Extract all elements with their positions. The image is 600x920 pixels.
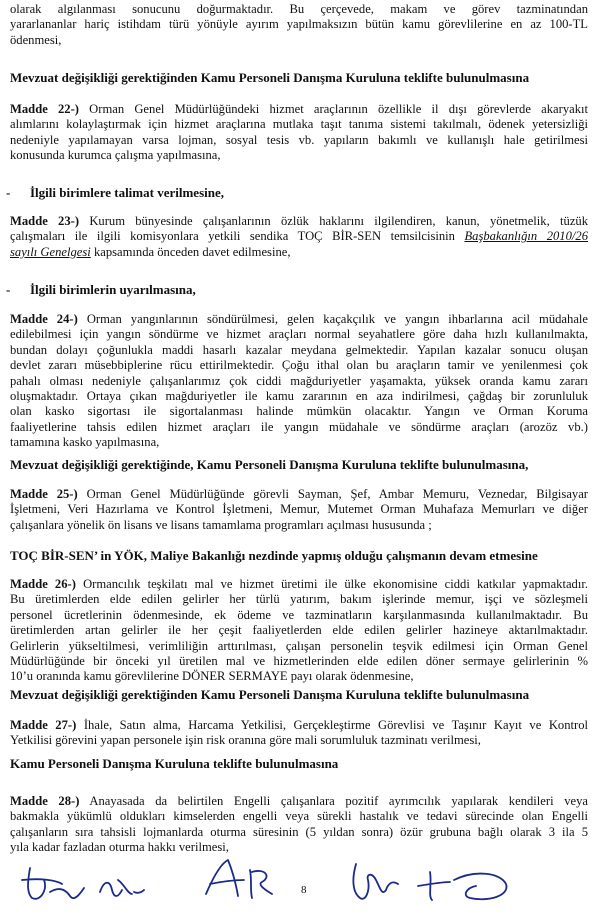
text-line: edilebilmesi için yangın söndürme ve hizmet araçları normal seyahatlere göre daha hızlı kullanılmakta, [10, 327, 588, 342]
text-line: bundan dolayı çoğunlukla maddi hasarlı kazalar meydana gelmektedir. Yapılan kazalar sonucu oluşan [10, 342, 588, 357]
text-line: alımlarını kolaylaştırmak için hizmet araçlarına mutlaka taşıt tanıma sistemi takılmalı, ödenek yetersizliği [10, 117, 588, 132]
text-run: kapsamında önceden davet edilmesine, [90, 244, 291, 259]
text-line [10, 718, 588, 733]
text-line [10, 312, 588, 327]
text-line: oluşmaktadır. Ortaya çıkan mağduriyetler ile kamu zararının en aza indirilmesi, çağdaş bir zorunluluk [10, 389, 588, 404]
article-label: Madde 25-) [10, 487, 78, 501]
text-line: faaliyetlerine tahsis edilen hizmet araçları ile yangın müdahale ve söndürme araçları (arozöz vb.) [10, 419, 588, 434]
text-line: yararlananlar hariç istihdam türü yönüyle ayırım yapılmaksızın bütün kamu görevlilerine en az 100-TL [10, 17, 588, 32]
circular-reference: Başbakanlığın 2010/26 [464, 229, 588, 244]
text-line: ödenmesi, [10, 32, 62, 47]
text-run: Orman Genel Müdürlüğündeki hizmet araçlarının özellikle il dışı görevlerde akaryakıt [78, 102, 588, 116]
article-22 [10, 102, 588, 164]
signature-5 [418, 872, 506, 900]
text-run: Orman Genel Müdürlüğünde görevli Sayman, Şef, Ambar Memuru, Veznedar, Bilgisayar [77, 487, 589, 501]
text-line: pahalı olması nedeniyle çalışanlarımız çok ciddi mağduriyetler yaşamakta, yüksek oranda kamu zararı [10, 373, 588, 388]
text-run: Kurum bünyesinde çalışanlarının özlük haklarını ilgilendiren, kanun, yönetmelik, tüzük [79, 214, 589, 228]
article-label: Madde 24-) [10, 312, 78, 326]
section-heading: Mevzuat değişikliği gerektiğinden Kamu Personeli Danışma Kuruluna teklifte bulunulmasına [10, 687, 530, 702]
section-heading: TOÇ BİR-SEN’ in YÖK, Maliye Bakanlığı nezdinde yapmış olduğu çalışmanın devam etmesine [10, 548, 538, 563]
text-line: yıla kadar fazladan oturma hakkı verilmesi, [10, 840, 229, 855]
article-23 [10, 214, 588, 260]
text-line: personel ücretlerinin ödenmesinde, ek ödeme ve tazminatların karşılanmasında kullanılmaktadır. Bu [10, 607, 588, 622]
directive-heading: İlgili birimlere talimat verilmesine, [30, 185, 224, 200]
text-line: devlet zararı müsebbiplerine rücu ettirilmektedir. Çoğu ithal olan bu araçların tamir ve yenilenmesi çok [10, 358, 588, 373]
text-line: üretimlerden artan gelirler ile her çeşit faaliyetlerden elde edilen gelirler hazineye aktarılmaktadır. [10, 623, 588, 638]
article-label: Madde 23-) [10, 214, 80, 228]
article-25 [10, 487, 588, 533]
text-line: Bu üretimlerden elde edilen gelirler her türlü yatırım, bakım işlerinde memur, işçi ve sözleşmeli [10, 592, 588, 607]
text-line: Gelirlerin yükseltilmesi, verimliliğin arttırılması, çalışan personelin teşvik edilmesi için Orman Genel [10, 638, 588, 653]
section-heading: Mevzuat değişikliği gerektiğinden Kamu Personeli Danışma Kuruluna teklifte bulunulmasına [10, 70, 530, 85]
signature-1 [22, 868, 84, 899]
intro-paragraph [10, 2, 588, 48]
article-24 [10, 312, 588, 451]
text-line: olarak algılanması sonucunu doğurmaktadır. Bu çerçevede, makam ve görev tazminatından [10, 2, 588, 16]
text-line: Müdürlüğünde bir önceki yıl üretilen mal ve hizmetlerinden elde edilen döner sermaye gelirlerinin % [10, 654, 588, 669]
text-line [10, 102, 588, 117]
article-label: Madde 28-) [10, 794, 80, 808]
text-line: tamamına kasko yapılmasına, [10, 435, 160, 450]
article-label: Madde 26-) [10, 577, 76, 591]
signatures [0, 850, 600, 920]
circular-reference: sayılı Genelgesi [10, 244, 91, 259]
article-label: Madde 22-) [10, 102, 79, 116]
text-run: Ormancılık teşkilatı mal ve hizmet üretimi ile ülke ekonomisine ciddi katkılar yapmaktadır. [75, 577, 589, 591]
directive-heading: İlgili birimlerin uyarılmasına, [30, 282, 196, 297]
list-dash: - [6, 282, 11, 297]
text-line: Yetkilisi görevini yapan personele işin risk oranına göre mali sorumluluk tazminatı verilmesi, [10, 733, 481, 748]
list-dash: - [6, 185, 11, 200]
section-heading: Mevzuat değişikliği gerektiğinde, Kamu Personeli Danışma Kuruluna teklifte bulunulmasına, [10, 457, 529, 472]
text-line [10, 577, 588, 592]
signature-3 [206, 860, 272, 898]
text-run: Anayasada da belirtilen Engelli çalışanlara pozitif ayrımcılık yapılarak kendileri veya [79, 794, 588, 808]
article-label: Madde 27-) [10, 718, 77, 732]
text-line [10, 794, 588, 809]
text-line: 10’u oranında kamu görevlilerine DÖNER SERMAYE payı olarak ödenmesine, [10, 669, 414, 684]
text-line [10, 487, 588, 502]
text-line [10, 245, 588, 260]
text-line: çalışanlara yönelik ön lisans ve lisans tamamlama programları açılması hususunda ; [10, 517, 432, 532]
text-line: olan kasko sigortası ile sigortalanması halinde mümkün olacaktır. Yangın ve Orman Koruma [10, 404, 588, 419]
text-line [10, 214, 588, 229]
article-26 [10, 577, 588, 685]
text-line: nedeniyle yapılamayan varsa lojman, sosyal tesis vb. yapıların bakımlı ve kullanışlı hale getirilmesi [10, 132, 588, 147]
text-run: İhale, Satın alma, Harcama Yetkilisi, Gerçekleştirme Görevlisi ve Taşınır Kayıt ve Kontrol [76, 718, 588, 732]
signature-2 [100, 880, 144, 896]
signature-4 [353, 864, 398, 899]
article-27 [10, 718, 588, 749]
article-28 [10, 794, 588, 856]
text-line [10, 229, 588, 244]
text-line: konusunda kurumca çalışma yapılmasına, [10, 148, 221, 163]
section-heading: Kamu Personeli Danışma Kuruluna teklifte bulunulmasına [10, 756, 339, 771]
text-run: çalışmaları ile ilgili komisyonlara yetkili sendika TOÇ BİR-SEN temsilcisinin [10, 229, 465, 244]
page-number: 8 [301, 884, 307, 896]
text-line: bakmakla yükümlü oldukları kimselerden engelli veya sürekli hastalık ve tedavi sürecinde olan Engelli [10, 809, 588, 824]
text-line: İşletmeni, Veri Hazırlama ve Kontrol İşletmeni, Memur, Mutemet Orman Muhafaza Memurları ve diğer [10, 502, 588, 517]
text-run: Orman yangınlarının söndürülmesi, gelen kaçakçılık ve yangın ihbarlarına acil müdahale [77, 312, 588, 326]
text-line: çalışanların sıra tahsisli lojmanlarda oturma süresinin (5 yıldan sonra) özür grubuna bağlı olarak 3 ila 5 [10, 824, 588, 839]
